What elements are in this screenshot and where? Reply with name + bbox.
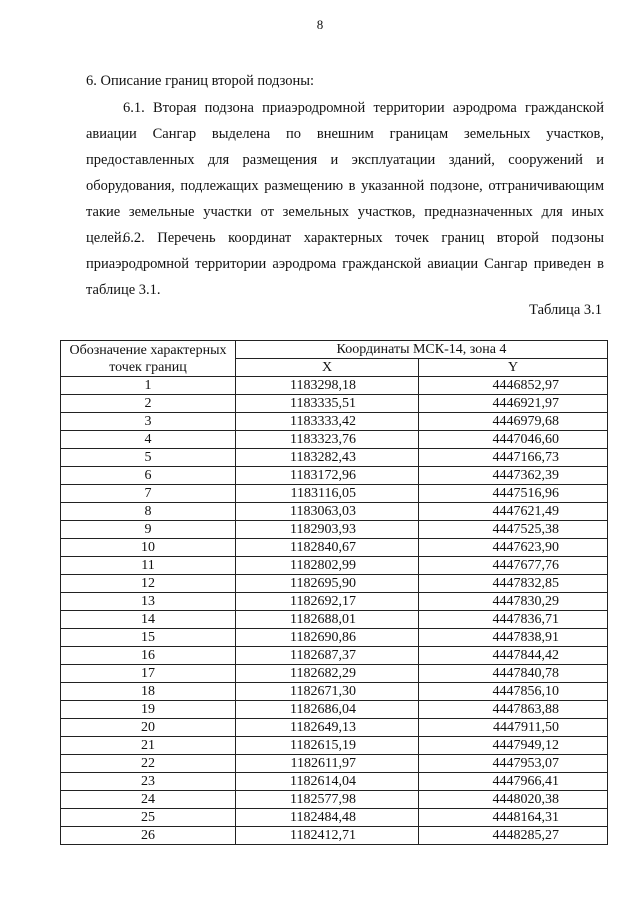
y-coordinate-cell: 4446979,68 <box>419 413 608 431</box>
point-number-cell: 17 <box>61 665 236 683</box>
point-number-cell: 24 <box>61 791 236 809</box>
table-row <box>61 809 608 827</box>
x-coordinate-cell: 1182484,48 <box>236 809 419 827</box>
table-row <box>61 395 608 413</box>
point-number-cell: 6 <box>61 467 236 485</box>
table-row <box>61 629 608 647</box>
page-number: 8 <box>316 17 324 32</box>
table-row <box>61 773 608 791</box>
y-coordinate-cell: 4447844,42 <box>419 647 608 665</box>
point-number-cell: 18 <box>61 683 236 701</box>
x-coordinate-cell: 1182614,04 <box>236 773 419 791</box>
coordinates-table <box>60 340 608 845</box>
point-number-cell: 11 <box>61 557 236 575</box>
paragraph-6-1-text: 6.1. Вторая подзона приаэродромной территории аэродрома гражданской авиации Сангар выделена по внешним границам земельных участков, предоставленных для размещения и эксплуатации зданий, сооружений и оборудования, подлежащих размещению в указанной подзоне, отграничивающим такие земельные участки от земельных участков, предназначенных для иных целей. <box>86 100 604 246</box>
y-coordinate-cell: 4446921,97 <box>419 395 608 413</box>
header-coordinates: Координаты МСК-14, зона 4 <box>236 341 608 359</box>
x-coordinate-cell: 1182686,04 <box>236 701 419 719</box>
y-coordinate-cell: 4447677,76 <box>419 557 608 575</box>
y-coordinate-cell: 4447516,96 <box>419 485 608 503</box>
table-row <box>61 467 608 485</box>
x-coordinate-cell: 1183333,42 <box>236 413 419 431</box>
y-coordinate-cell: 4447621,49 <box>419 503 608 521</box>
y-coordinate-cell: 4448285,27 <box>419 827 608 845</box>
table-caption: Таблица 3.1 <box>529 302 602 318</box>
x-coordinate-cell: 1182611,97 <box>236 755 419 773</box>
point-number-cell: 10 <box>61 539 236 557</box>
point-number-cell: 9 <box>61 521 236 539</box>
x-coordinate-cell: 1182802,99 <box>236 557 419 575</box>
point-number-cell: 26 <box>61 827 236 845</box>
point-number-cell: 21 <box>61 737 236 755</box>
table-row <box>61 413 608 431</box>
table-row <box>61 665 608 683</box>
point-number-cell: 8 <box>61 503 236 521</box>
y-coordinate-cell: 4447046,60 <box>419 431 608 449</box>
y-coordinate-cell: 4447623,90 <box>419 539 608 557</box>
table-row <box>61 449 608 467</box>
table-row <box>61 611 608 629</box>
table-row <box>61 431 608 449</box>
x-coordinate-cell: 1182412,71 <box>236 827 419 845</box>
point-number-cell: 7 <box>61 485 236 503</box>
table-row <box>61 683 608 701</box>
x-coordinate-cell: 1182682,29 <box>236 665 419 683</box>
y-coordinate-cell: 4447856,10 <box>419 683 608 701</box>
header-y: Y <box>419 359 608 377</box>
point-number-cell: 1 <box>61 377 236 395</box>
point-number-cell: 19 <box>61 701 236 719</box>
header-x: X <box>236 359 419 377</box>
y-coordinate-cell: 4447949,12 <box>419 737 608 755</box>
table-row <box>61 647 608 665</box>
y-coordinate-cell: 4447166,73 <box>419 449 608 467</box>
x-coordinate-cell: 1182695,90 <box>236 575 419 593</box>
x-coordinate-cell: 1183335,51 <box>236 395 419 413</box>
point-number-cell: 3 <box>61 413 236 431</box>
y-coordinate-cell: 4448164,31 <box>419 809 608 827</box>
paragraph-6-2 <box>86 225 604 303</box>
x-coordinate-cell: 1182649,13 <box>236 719 419 737</box>
y-coordinate-cell: 4447911,50 <box>419 719 608 737</box>
y-coordinate-cell: 4447953,07 <box>419 755 608 773</box>
y-coordinate-cell: 4447836,71 <box>419 611 608 629</box>
table-row <box>61 737 608 755</box>
y-coordinate-cell: 4447966,41 <box>419 773 608 791</box>
y-coordinate-cell: 4447838,91 <box>419 629 608 647</box>
point-number-cell: 12 <box>61 575 236 593</box>
y-coordinate-cell: 4447863,88 <box>419 701 608 719</box>
point-number-cell: 2 <box>61 395 236 413</box>
table-row <box>61 827 608 845</box>
x-coordinate-cell: 1182903,93 <box>236 521 419 539</box>
x-coordinate-cell: 1183172,96 <box>236 467 419 485</box>
table-row <box>61 521 608 539</box>
y-coordinate-cell: 4447830,29 <box>419 593 608 611</box>
x-coordinate-cell: 1183116,05 <box>236 485 419 503</box>
point-number-cell: 13 <box>61 593 236 611</box>
y-coordinate-cell: 4447840,78 <box>419 665 608 683</box>
x-coordinate-cell: 1183282,43 <box>236 449 419 467</box>
table-row <box>61 503 608 521</box>
y-coordinate-cell: 4448020,38 <box>419 791 608 809</box>
x-coordinate-cell: 1182840,67 <box>236 539 419 557</box>
section-heading-text: 6. Описание границ второй подзоны: <box>86 73 314 89</box>
table-row <box>61 575 608 593</box>
table-row <box>61 377 608 395</box>
table-row <box>61 719 608 737</box>
section-heading <box>86 68 604 94</box>
y-coordinate-cell: 4447832,85 <box>419 575 608 593</box>
table-row <box>61 485 608 503</box>
point-number-cell: 23 <box>61 773 236 791</box>
paragraph-6-2-text: 6.2. Перечень координат характерных точек границ второй подзоны приаэродромной территории аэродрома гражданской авиации Сангар приведен в таблице 3.1. <box>86 230 604 298</box>
x-coordinate-cell: 1182671,30 <box>236 683 419 701</box>
table-row <box>61 557 608 575</box>
header-points: Обозначение характерных точек границ <box>61 341 236 377</box>
y-coordinate-cell: 4446852,97 <box>419 377 608 395</box>
x-coordinate-cell: 1183063,03 <box>236 503 419 521</box>
table-row <box>61 701 608 719</box>
point-number-cell: 25 <box>61 809 236 827</box>
point-number-cell: 22 <box>61 755 236 773</box>
table-row <box>61 755 608 773</box>
x-coordinate-cell: 1182688,01 <box>236 611 419 629</box>
point-number-cell: 20 <box>61 719 236 737</box>
point-number-cell: 4 <box>61 431 236 449</box>
x-coordinate-cell: 1182687,37 <box>236 647 419 665</box>
y-coordinate-cell: 4447362,39 <box>419 467 608 485</box>
table-row <box>61 593 608 611</box>
point-number-cell: 15 <box>61 629 236 647</box>
table-row <box>61 539 608 557</box>
table-row <box>61 791 608 809</box>
x-coordinate-cell: 1182577,98 <box>236 791 419 809</box>
point-number-cell: 16 <box>61 647 236 665</box>
point-number-cell: 14 <box>61 611 236 629</box>
x-coordinate-cell: 1182690,86 <box>236 629 419 647</box>
y-coordinate-cell: 4447525,38 <box>419 521 608 539</box>
x-coordinate-cell: 1183298,18 <box>236 377 419 395</box>
x-coordinate-cell: 1182615,19 <box>236 737 419 755</box>
x-coordinate-cell: 1182692,17 <box>236 593 419 611</box>
x-coordinate-cell: 1183323,76 <box>236 431 419 449</box>
table-body <box>61 377 608 845</box>
point-number-cell: 5 <box>61 449 236 467</box>
